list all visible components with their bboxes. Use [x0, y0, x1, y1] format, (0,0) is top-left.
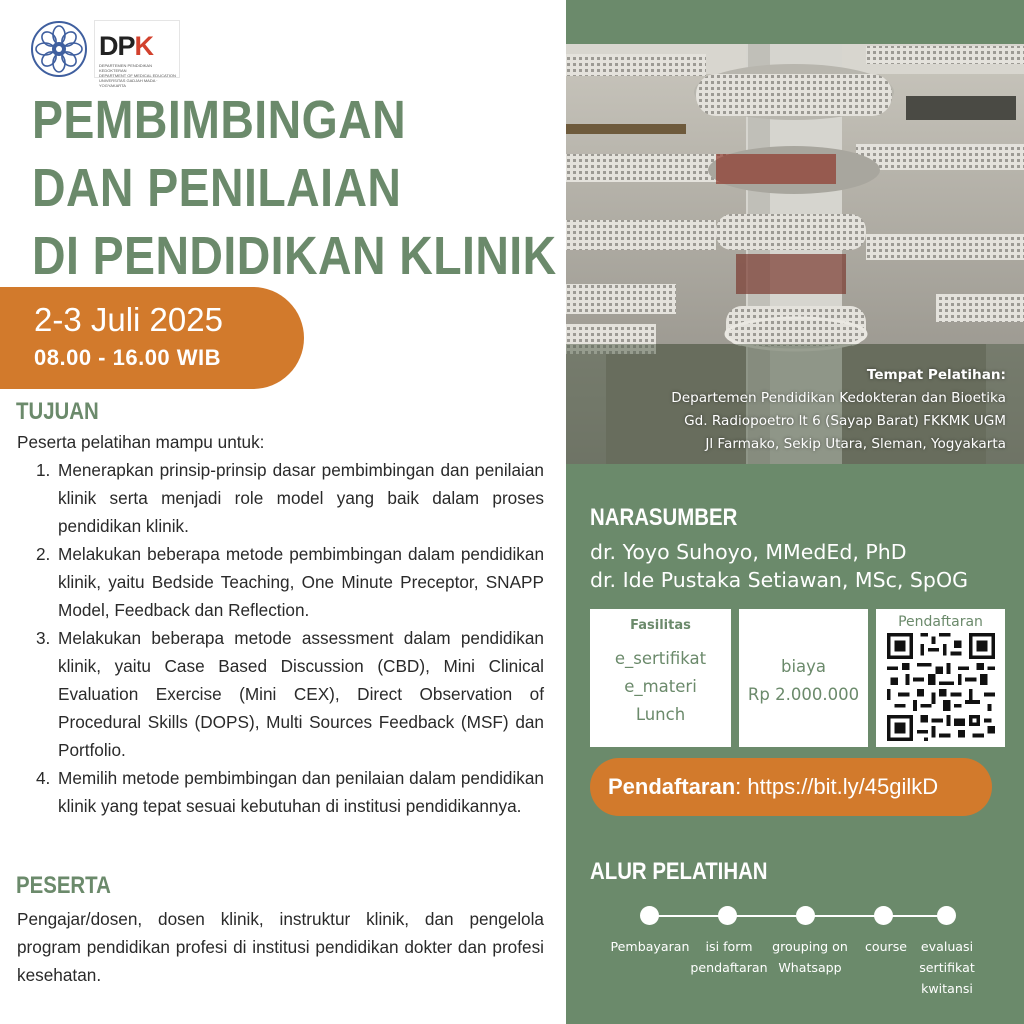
- schedule-banner: [0, 287, 304, 389]
- university-seal-icon: [30, 20, 88, 78]
- timeline-step-label: Pembayaran: [610, 939, 690, 954]
- fasilitas-item: Lunch: [635, 705, 686, 724]
- fasilitas-item: e_materi: [624, 677, 697, 696]
- timeline-step-label: grouping on Whatsapp: [772, 939, 848, 975]
- timeline-step-label: course: [864, 939, 908, 954]
- registration-url[interactable]: : https://bit.ly/45gilkD: [735, 774, 939, 799]
- qr-code-icon[interactable]: [887, 633, 995, 741]
- pendaftaran-qr-box[interactable]: [876, 609, 1005, 747]
- tujuan-heading: TUJUAN: [16, 398, 99, 425]
- fasilitas-item: e_sertifikat: [614, 649, 707, 668]
- tujuan-intro: Peserta pelatihan mampu untuk:: [17, 432, 265, 452]
- tujuan-list: [36, 456, 544, 820]
- event-date: 2-3 Juli 2025: [34, 301, 223, 338]
- pendaftaran-qr-label: Pendaftaran: [898, 614, 983, 630]
- biaya-label: biaya: [780, 657, 827, 676]
- narasumber-heading: NARASUMBER: [590, 504, 738, 531]
- dpk-logo-letters: DPK: [99, 31, 154, 61]
- event-time: 08.00 - 16.00 WIB: [34, 345, 222, 370]
- peserta-heading: PESERTA: [16, 872, 111, 899]
- tujuan-item: 2. Melakukan beberapa metode pembimbingan dalam pendidikan klinik, yaitu Bedside Teaching, One Minute Preceptor, SNAPP Model, Feedback dan Reflection.: [36, 544, 544, 620]
- timeline-dot: [874, 906, 893, 925]
- registration-label: Pendaftaran: [608, 774, 736, 799]
- dpk-logo: [94, 20, 180, 88]
- speaker-list: [590, 538, 968, 594]
- timeline-dot: [718, 906, 737, 925]
- timeline-step-label: evaluasi sertifikat kwitansi: [919, 939, 975, 996]
- tujuan-item: 1. Menerapkan prinsip-prinsip dasar pembimbingan dan penilaian klinik serta menjadi role model yang baik dalam proses pendidikan klinik.: [36, 460, 544, 536]
- peserta-description: Pengajar/dosen, dosen klinik, instruktur klinik, dan pengelola program pendidikan profesi di institusi pendidikan dokter dan profesi kesehatan.: [17, 909, 544, 985]
- tujuan-item: 4. Memilih metode pembimbingan dan penilaian dalam pendidikan klinik yang tepat sesuai kebutuhan di institusi pendidikannya.: [36, 768, 544, 816]
- biaya-amount: Rp 2.000.000: [747, 685, 860, 704]
- fasilitas-label: Fasilitas: [630, 618, 691, 633]
- timeline-dot: [937, 906, 956, 925]
- venue-line-2: Gd. Radiopoetro lt 6 (Sayap Barat) FKKMK UGM: [684, 413, 1006, 429]
- speaker-2: dr. Ide Pustaka Setiawan, MSc, SpOG: [590, 568, 968, 592]
- fasilitas-box: [590, 609, 731, 747]
- venue-info: [671, 364, 1006, 456]
- timeline-dot: [796, 906, 815, 925]
- alur-heading: ALUR PELATIHAN: [590, 858, 768, 885]
- venue-line-1: Departemen Pendidikan Kedokteran dan Bioetika: [671, 390, 1006, 406]
- registration-link-button[interactable]: [590, 758, 992, 816]
- title-line-1: PEMBIMBINGAN: [32, 90, 407, 150]
- title-line-2: DAN PENILAIAN: [32, 158, 402, 218]
- venue-label: Tempat Pelatihan:: [866, 367, 1006, 383]
- dpk-logo-caption: DEPARTEMEN PENDIDIKAN KEDOKTERAN DEPARTMENT OF MEDICAL EDUCATION UNIVERSITAS GADJAH MADA · YOGYAKARTA: [99, 63, 176, 88]
- event-title: [32, 86, 557, 290]
- logo-bar: [30, 18, 180, 88]
- tujuan-item: 3. Melakukan beberapa metode assessment dalam pendidikan klinik, yaitu Case Based Discussion (CBD), Mini Clinical Evaluation Exercise (Mini CEX), Direct Observation of Procedural Skills (DOPS), Multi Sources Feedback (MSF) dan Portfolio.: [36, 628, 544, 760]
- speaker-1: dr. Yoyo Suhoyo, MMedEd, PhD: [590, 540, 907, 564]
- title-line-3: DI PENDIDIKAN KLINIK: [32, 226, 557, 286]
- biaya-box: [739, 609, 868, 747]
- timeline-step-label: isi form pendaftaran: [690, 939, 768, 975]
- right-panel: [566, 0, 1024, 1024]
- timeline-dot: [640, 906, 659, 925]
- venue-line-3: Jl Farmako, Sekip Utara, Sleman, Yogyakarta: [705, 436, 1006, 452]
